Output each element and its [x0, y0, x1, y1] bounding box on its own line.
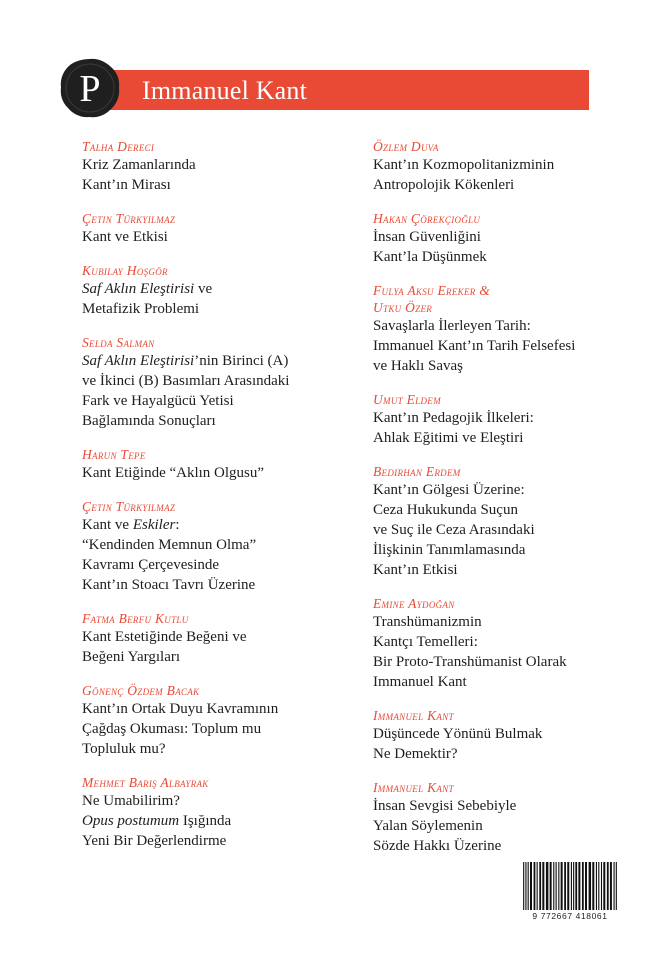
article-title — [82, 463, 322, 483]
article-entry — [82, 610, 322, 667]
article-title-segment: ’nin Birinci (A) — [194, 353, 289, 369]
article-title — [82, 351, 322, 431]
barcode-bar — [585, 862, 587, 912]
barcode-bar — [592, 862, 594, 912]
barcode-bar — [601, 862, 602, 912]
barcode-bar — [523, 862, 524, 912]
article-author: Harun Tepe — [82, 447, 146, 462]
article-title-segment: Opus postumum — [82, 813, 180, 829]
article-title-segment: Kant’la Düşünmek — [373, 249, 487, 265]
barcode-bar — [534, 862, 536, 912]
contents-column-right — [373, 138, 623, 871]
barcode-bar — [578, 862, 580, 912]
article-author: Utku Özer — [373, 300, 433, 315]
article-entry — [373, 282, 623, 376]
article-title-segment: İnsan Güvenliğini — [373, 229, 481, 245]
article-entry — [373, 707, 623, 764]
article-entry — [373, 463, 623, 580]
barcode-bar — [542, 862, 544, 912]
article-author: Immanuel Kant — [373, 708, 454, 723]
article-entry — [82, 498, 322, 595]
article-title-segment: İlişkinin Tanımlamasında — [373, 542, 526, 558]
article-author: Çetin Türkyılmaz — [82, 211, 176, 226]
barcode-bar — [571, 862, 572, 912]
article-title — [82, 791, 322, 851]
barcode-bar — [558, 862, 559, 912]
article-title-segment: Sözde Hakkı Üzerine — [373, 838, 502, 854]
article-title-segment: Saf Aklın Eleştirisi — [82, 281, 195, 297]
article-title-segment: Beğeni Yargıları — [82, 649, 181, 665]
article-title-segment: Kant’ın Etkisi — [373, 562, 458, 578]
article-title-segment: Kavramı Çerçevesinde — [82, 557, 220, 573]
article-title — [82, 227, 322, 247]
article-author: Selda Salman — [82, 335, 155, 350]
article-title-segment: Immanuel Kant — [373, 674, 467, 690]
article-author: Bedirhan Erdem — [373, 464, 461, 479]
article-entry — [82, 774, 322, 851]
article-title-segment: ve — [194, 281, 213, 297]
article-entry — [82, 682, 322, 759]
article-author: Fatma Berfu Kutlu — [82, 611, 189, 626]
article-entry — [373, 595, 623, 692]
article-title-segment: Kant’ın Ortak Duyu Kavramının — [82, 701, 279, 717]
barcode-bar — [546, 862, 548, 912]
barcode-bar — [550, 862, 552, 912]
article-entry — [82, 210, 322, 247]
article-title-segment: Kant’ın Stoacı Tavrı Üzerine — [82, 577, 256, 593]
article-title — [82, 515, 322, 595]
article-title — [373, 227, 623, 267]
article-author: Çetin Türkyılmaz — [82, 499, 176, 514]
article-title — [373, 408, 623, 448]
barcode-bar — [573, 862, 574, 912]
article-title — [373, 724, 623, 764]
article-title — [373, 796, 623, 856]
barcode-bar — [539, 862, 541, 912]
contents-column-left — [82, 138, 322, 866]
article-author: Emine Aydoğan — [373, 596, 455, 611]
barcode-bar — [610, 862, 612, 912]
article-entry — [82, 446, 322, 483]
publisher-logo — [59, 57, 121, 119]
article-title-segment: Yalan Söylemenin — [373, 818, 483, 834]
article-title-segment: İnsan Sevgisi Sebebiyle — [373, 798, 517, 814]
barcode-bar — [564, 862, 566, 912]
barcode-bar — [598, 862, 599, 912]
article-title-segment: : — [175, 517, 180, 533]
barcode-bar — [537, 862, 538, 912]
article-author: Kubilay Hoşgör — [82, 263, 168, 278]
article-entry — [373, 779, 623, 856]
article-entry — [82, 334, 322, 431]
article-title-segment: Kant Estetiğinde Beğeni ve — [82, 629, 247, 645]
article-title-segment: Işığında — [179, 813, 232, 829]
article-title-segment: Ahlak Eğitimi ve Eleştiri — [373, 430, 524, 446]
article-title — [373, 155, 623, 195]
article-title-segment: Antropolojik Kökenleri — [373, 177, 515, 193]
article-title-segment: Topluluk mu? — [82, 741, 166, 757]
article-title-segment: Immanuel Kant’ın Tarih Felsefesi — [373, 338, 576, 354]
article-title-segment: Düşüncede Yönünü Bulmak — [373, 726, 543, 742]
article-title — [82, 627, 322, 667]
article-title-segment: Kant ve — [82, 517, 133, 533]
article-author: Gönenç Özdem Bacak — [82, 683, 200, 698]
barcode-bar — [530, 862, 532, 912]
article-author: Talha Dereci — [82, 139, 155, 154]
article-title-segment: Bir Proto-Transhümanist Olarak — [373, 654, 567, 670]
article-author: Özlem Duva — [373, 139, 439, 154]
article-title-segment: ve İkinci (B) Basımları Arasındaki — [82, 373, 290, 389]
barcode-bar — [582, 862, 584, 912]
barcode-bar — [596, 862, 597, 912]
article-entry — [373, 210, 623, 267]
article-entry — [82, 138, 322, 195]
article-title-segment: Kriz Zamanlarında — [82, 157, 196, 173]
article-entry — [82, 262, 322, 319]
barcode-bar — [528, 862, 529, 912]
article-title-segment: Savaşlarla İlerleyen Tarih: — [373, 318, 531, 334]
article-title-segment: Metafizik Problemi — [82, 301, 200, 317]
article-title-segment: Çağdaş Okuması: Toplum mu — [82, 721, 262, 737]
article-author: Mehmet Barış Albayrak — [82, 775, 209, 790]
barcode-bar — [567, 862, 569, 912]
article-author: Fulya Aksu Ereker & — [373, 283, 491, 298]
article-entry — [373, 138, 623, 195]
article-author: Hakan Çörekçioğlu — [373, 211, 481, 226]
article-title-segment: ve Haklı Savaş — [373, 358, 463, 374]
barcode-bar — [575, 862, 577, 912]
article-title-segment: Ne Demektir? — [373, 746, 458, 762]
article-title — [82, 699, 322, 759]
article-title-segment: Kant’ın Kozmopolitanizminin — [373, 157, 555, 173]
barcode-bar — [589, 862, 591, 912]
article-title-segment: Ceza Hukukunda Suçun — [373, 502, 518, 518]
article-title-segment: Kantçı Temelleri: — [373, 634, 478, 650]
article-title-segment: Bağlamında Sonuçları — [82, 413, 216, 429]
article-title-segment: Fark ve Hayalgücü Yetisi — [82, 393, 234, 409]
barcode-number: 9 772667 418061 — [521, 910, 619, 922]
barcode-bar — [616, 862, 617, 912]
article-entry — [373, 391, 623, 448]
article-title-segment: Eskiler — [132, 517, 176, 533]
article-title — [82, 279, 322, 319]
article-title — [373, 316, 623, 376]
article-title-segment: Kant Etiğinde “Aklın Olgusu” — [82, 465, 265, 481]
article-title-segment: Saf Aklın Eleştirisi — [82, 353, 195, 369]
logo-letter: P — [79, 68, 101, 110]
article-author: Immanuel Kant — [373, 780, 454, 795]
article-title — [82, 155, 322, 195]
article-title-segment: Yeni Bir Değerlendirme — [82, 833, 227, 849]
article-author: Umut Eldem — [373, 392, 441, 407]
article-title-segment: Transhümanizmin — [373, 614, 482, 630]
barcode-bar — [525, 862, 526, 912]
barcode-bar — [614, 862, 615, 912]
article-title-segment: ve Suç ile Ceza Arasındaki — [373, 522, 535, 538]
barcode-bar — [603, 862, 605, 912]
article-title-segment: Ne Umabilirim? — [82, 793, 180, 809]
article-title-segment: Kant ve Etkisi — [82, 229, 168, 245]
page-title: Immanuel Kant — [142, 76, 308, 105]
barcode-bar — [553, 862, 554, 912]
article-title — [373, 480, 623, 580]
article-title — [373, 612, 623, 692]
article-title-segment: Kant’ın Mirası — [82, 177, 171, 193]
article-title-segment: “Kendinden Memnun Olma” — [82, 537, 257, 553]
barcode-bar — [556, 862, 557, 912]
article-title-segment: Kant’ın Pedagojik İlkeleri: — [373, 410, 534, 426]
barcode-bar — [607, 862, 609, 912]
article-title-segment: Kant’ın Gölgesi Üzerine: — [373, 482, 525, 498]
barcode-bar — [561, 862, 563, 912]
